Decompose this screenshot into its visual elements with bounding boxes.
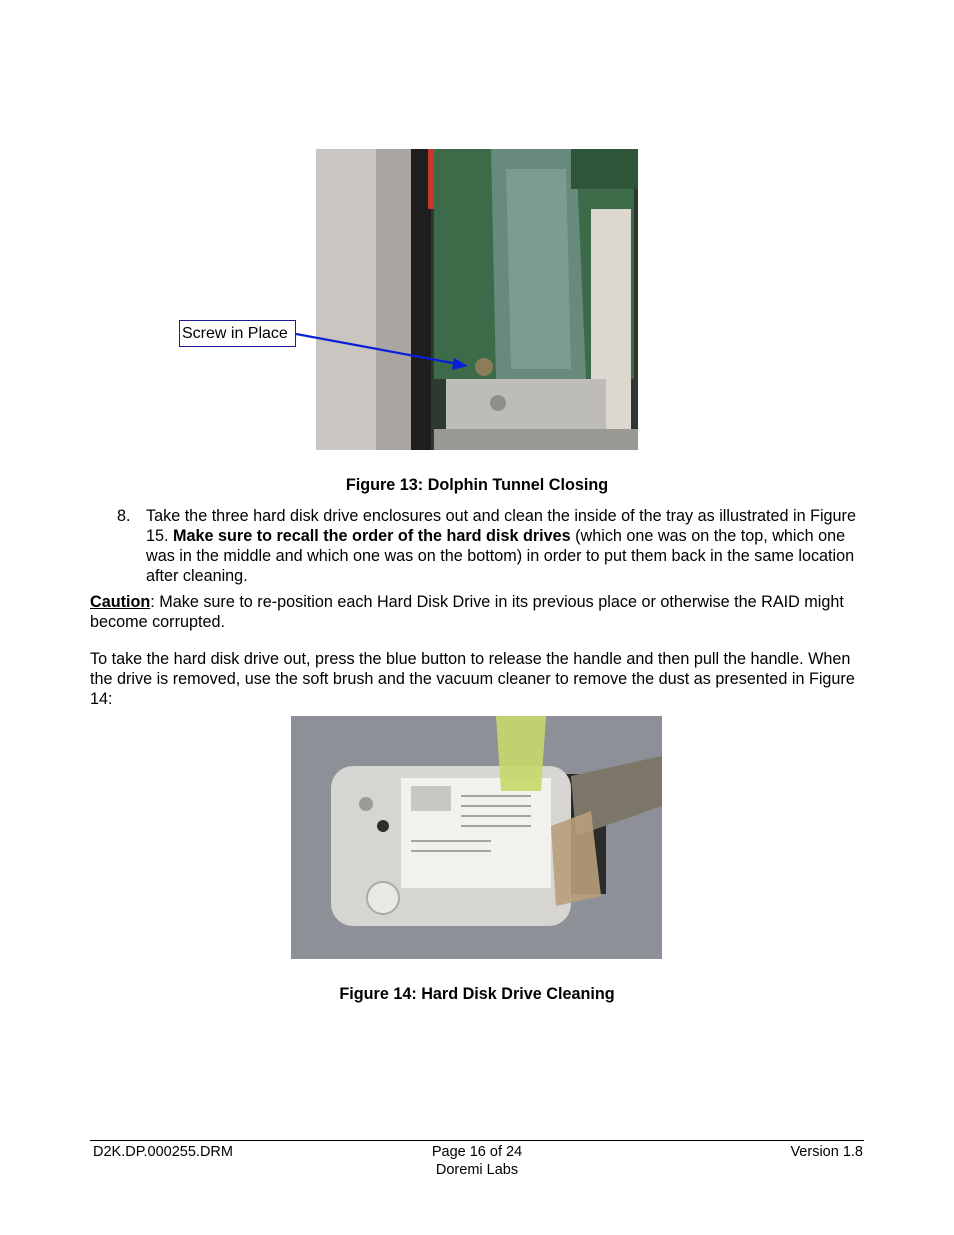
caution-text: : Make sure to re-position each Hard Disk Drive in its previous place or otherwise the RAID might become corrupted. xyxy=(90,593,844,631)
hard-disk-cleaning-photo xyxy=(291,716,662,959)
step-8-bold: Make sure to recall the order of the hard disk drives xyxy=(173,527,571,545)
body-paragraph: To take the hard disk drive out, press the blue button to release the handle and then pull the handle. When the drive is removed, use the soft brush and the vacuum cleaner to remove the dust as presented in Figure 14: xyxy=(90,650,855,708)
step-8-part2: (which one was on the top, which one was in the middle and which one was on the bottom) in order to put them back in the same location after cleaning. xyxy=(146,527,855,585)
caution-paragraph xyxy=(90,592,862,632)
footer-divider xyxy=(90,1140,864,1141)
step-8-part1: Take the three hard disk drive enclosures out and clean the inside of the tray as illustrated in Figure 15. xyxy=(146,507,856,545)
figure-14-caption: Figure 14: Hard Disk Drive Cleaning xyxy=(339,985,615,1003)
footer-version: Version 1.8 xyxy=(790,1144,863,1160)
figure-13-caption: Figure 13: Dolphin Tunnel Closing xyxy=(345,476,609,494)
footer-page-number: Page 16 of 24 xyxy=(431,1144,523,1160)
list-number: 8. xyxy=(117,507,131,525)
screw-callout-label: Screw in Place xyxy=(179,320,296,347)
caution-label: Caution xyxy=(90,593,151,611)
callout-arrow xyxy=(296,328,472,372)
dolphin-tunnel-photo xyxy=(316,149,638,450)
step-8-text xyxy=(146,506,862,586)
footer-doc-id: D2K.DP.000255.DRM xyxy=(93,1144,233,1160)
footer-company: Doremi Labs xyxy=(435,1162,519,1178)
